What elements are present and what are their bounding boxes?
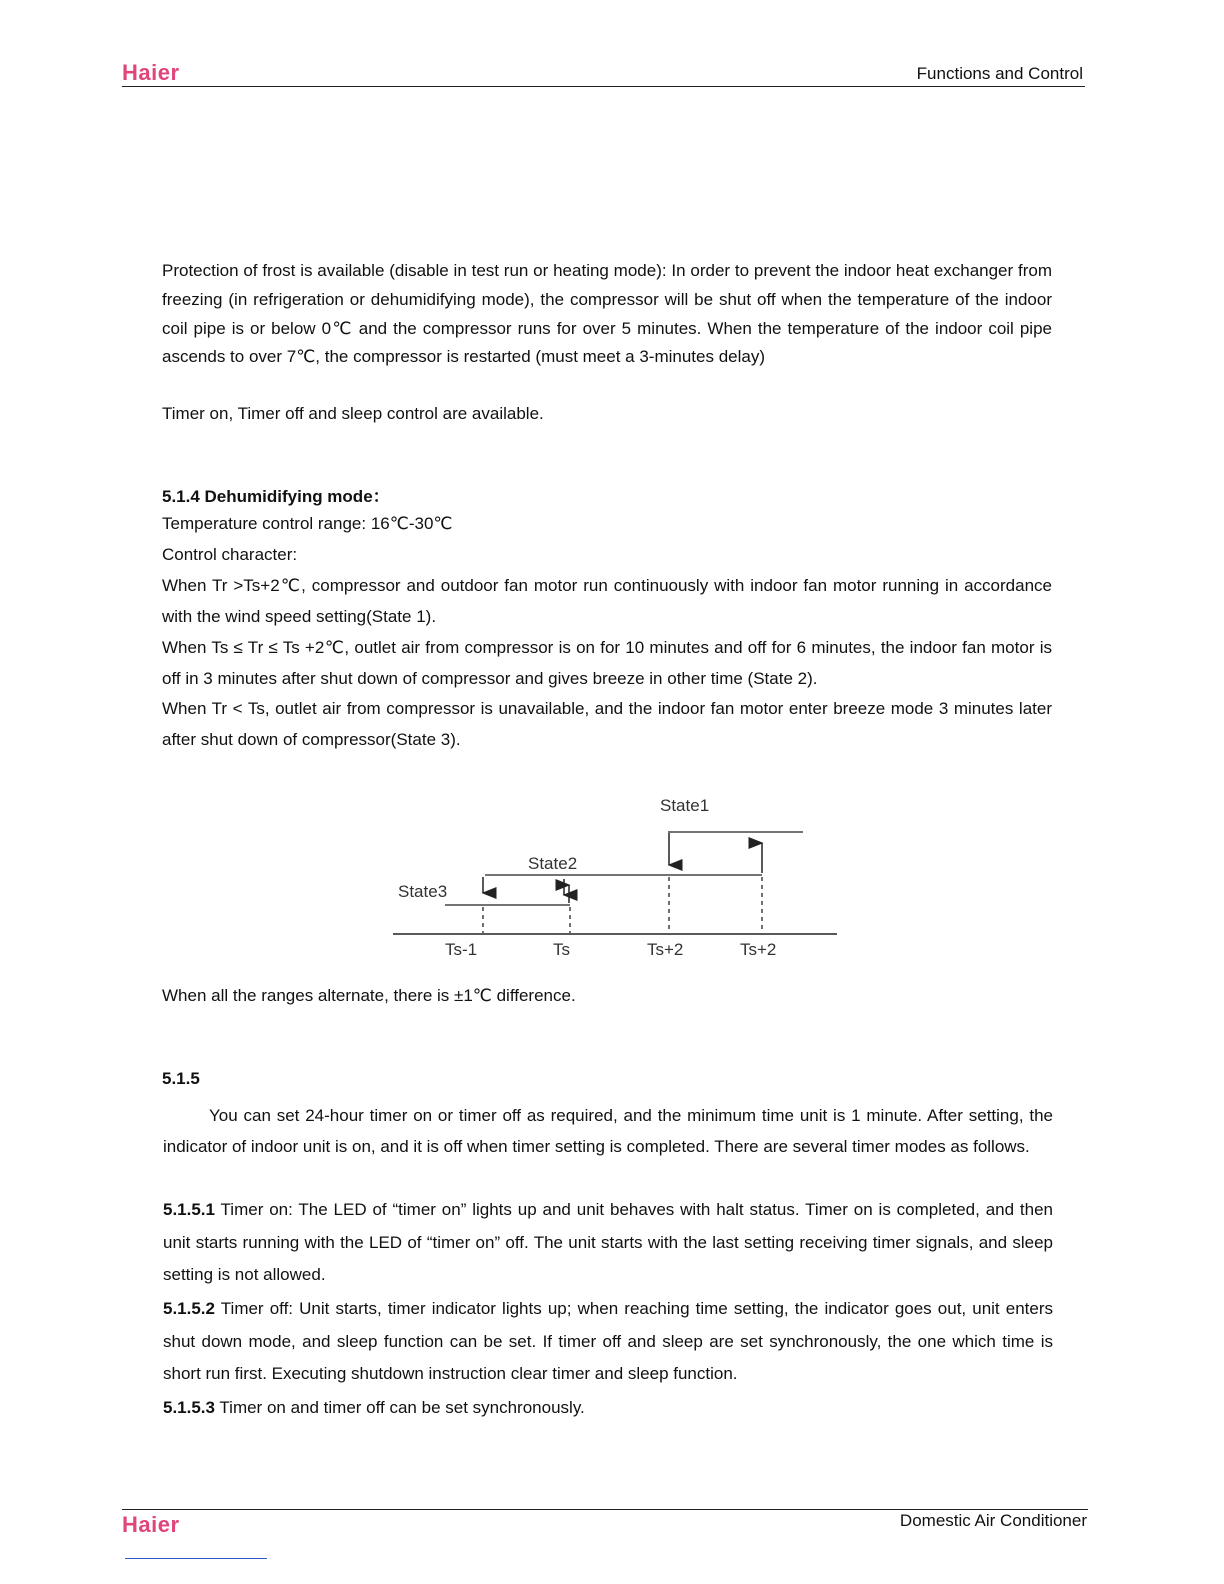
footer-rule — [122, 1509, 1088, 1510]
timer-item — [163, 1194, 1053, 1292]
state2-label: State2 — [528, 854, 578, 873]
timer-intro-paragraph: You can set 24-hour timer on or timer off as required, and the minimum time unit is 1 minute. After setting, the indicator of indoor unit is on, and it is off when timer setting is completed. There are several timer modes as follows. — [163, 1106, 1053, 1156]
state1-label: State1 — [660, 796, 710, 815]
footer-title: Domestic Air Conditioner — [899, 1511, 1087, 1530]
timer-item-text: Timer on: The LED of “timer on” lights up and unit behaves with halt status. Timer on is completed, and then unit starts running with the LED of “timer on” off. The unit starts with the last setting receiving timer signals, and sleep setting is not allowed. — [163, 1200, 1053, 1284]
state2-paragraph: When Ts ≤ Tr ≤ Ts +2℃, outlet air from compressor is on for 10 minutes and off for 6 minutes, the indoor fan motor is off in 3 minutes after shut down of compressor and gives breeze in other time (State 2). — [162, 638, 1052, 688]
temperature-range-line: Temperature control range: 16℃-30℃ — [162, 514, 453, 533]
footer-logo: Haier — [122, 1512, 180, 1537]
frost-protection-paragraph: Protection of frost is available (disable in test run or heating mode): In order to prevent the indoor heat exchanger from freezing (in refrigeration or dehumidifying mode), the compressor will be shut off when the temperature of the indoor coil pipe is or below 0℃ and the compressor runs for over 5 minutes. When the temperature of the indoor coil pipe ascends to over 7℃, the compressor is restarted (must meet a 3-minutes delay) — [162, 261, 1052, 367]
tick-label: Ts+2 — [740, 940, 777, 959]
tick-label: Ts-1 — [445, 940, 478, 959]
timer-item-number: 5.1.5.2 — [163, 1299, 215, 1318]
state1-paragraph: When Tr >Ts+2℃, compressor and outdoor fan motor run continuously with indoor fan motor running in accordance with the wind speed setting(State 1). — [162, 576, 1052, 626]
header-logo: Haier — [122, 60, 180, 85]
control-character-line: Control character: — [162, 545, 298, 564]
tick-label: Ts+2 — [647, 940, 684, 959]
timer-item-number: 5.1.5.3 — [163, 1398, 215, 1417]
header-rule — [122, 86, 1085, 87]
timer-item — [163, 1293, 1053, 1391]
timer-item — [163, 1392, 1053, 1425]
tick-label: Ts — [553, 940, 570, 959]
header-title: Functions and Control — [916, 64, 1083, 83]
footer-underline — [125, 1558, 267, 1559]
timer-item-text: Timer on and timer off can be set synchronously. — [215, 1398, 585, 1417]
state3-paragraph: When Tr < Ts, outlet air from compressor is unavailable, and the indoor fan motor enter breeze mode 3 minutes later after shut down of compressor(State 3). — [162, 699, 1052, 749]
section-514-heading: 5.1.4 Dehumidifying mode： — [162, 487, 390, 506]
dehumidify-state-diagram — [390, 785, 840, 965]
state3-label: State3 — [398, 882, 448, 901]
timer-item-text: Timer off: Unit starts, timer indicator lights up; when reaching time setting, the indicator goes out, unit enters shut down mode, and sleep function can be set. If timer off and sleep are set synchronously, the one which time is short run first. Executing shutdown instruction clear timer and sleep function. — [163, 1299, 1053, 1383]
timer-availability-paragraph: Timer on, Timer off and sleep control are available. — [162, 404, 544, 423]
section-515-heading: 5.1.5 — [162, 1069, 200, 1088]
difference-note: When all the ranges alternate, there is ±1℃ difference. — [162, 986, 576, 1005]
timer-item-number: 5.1.5.1 — [163, 1200, 215, 1219]
